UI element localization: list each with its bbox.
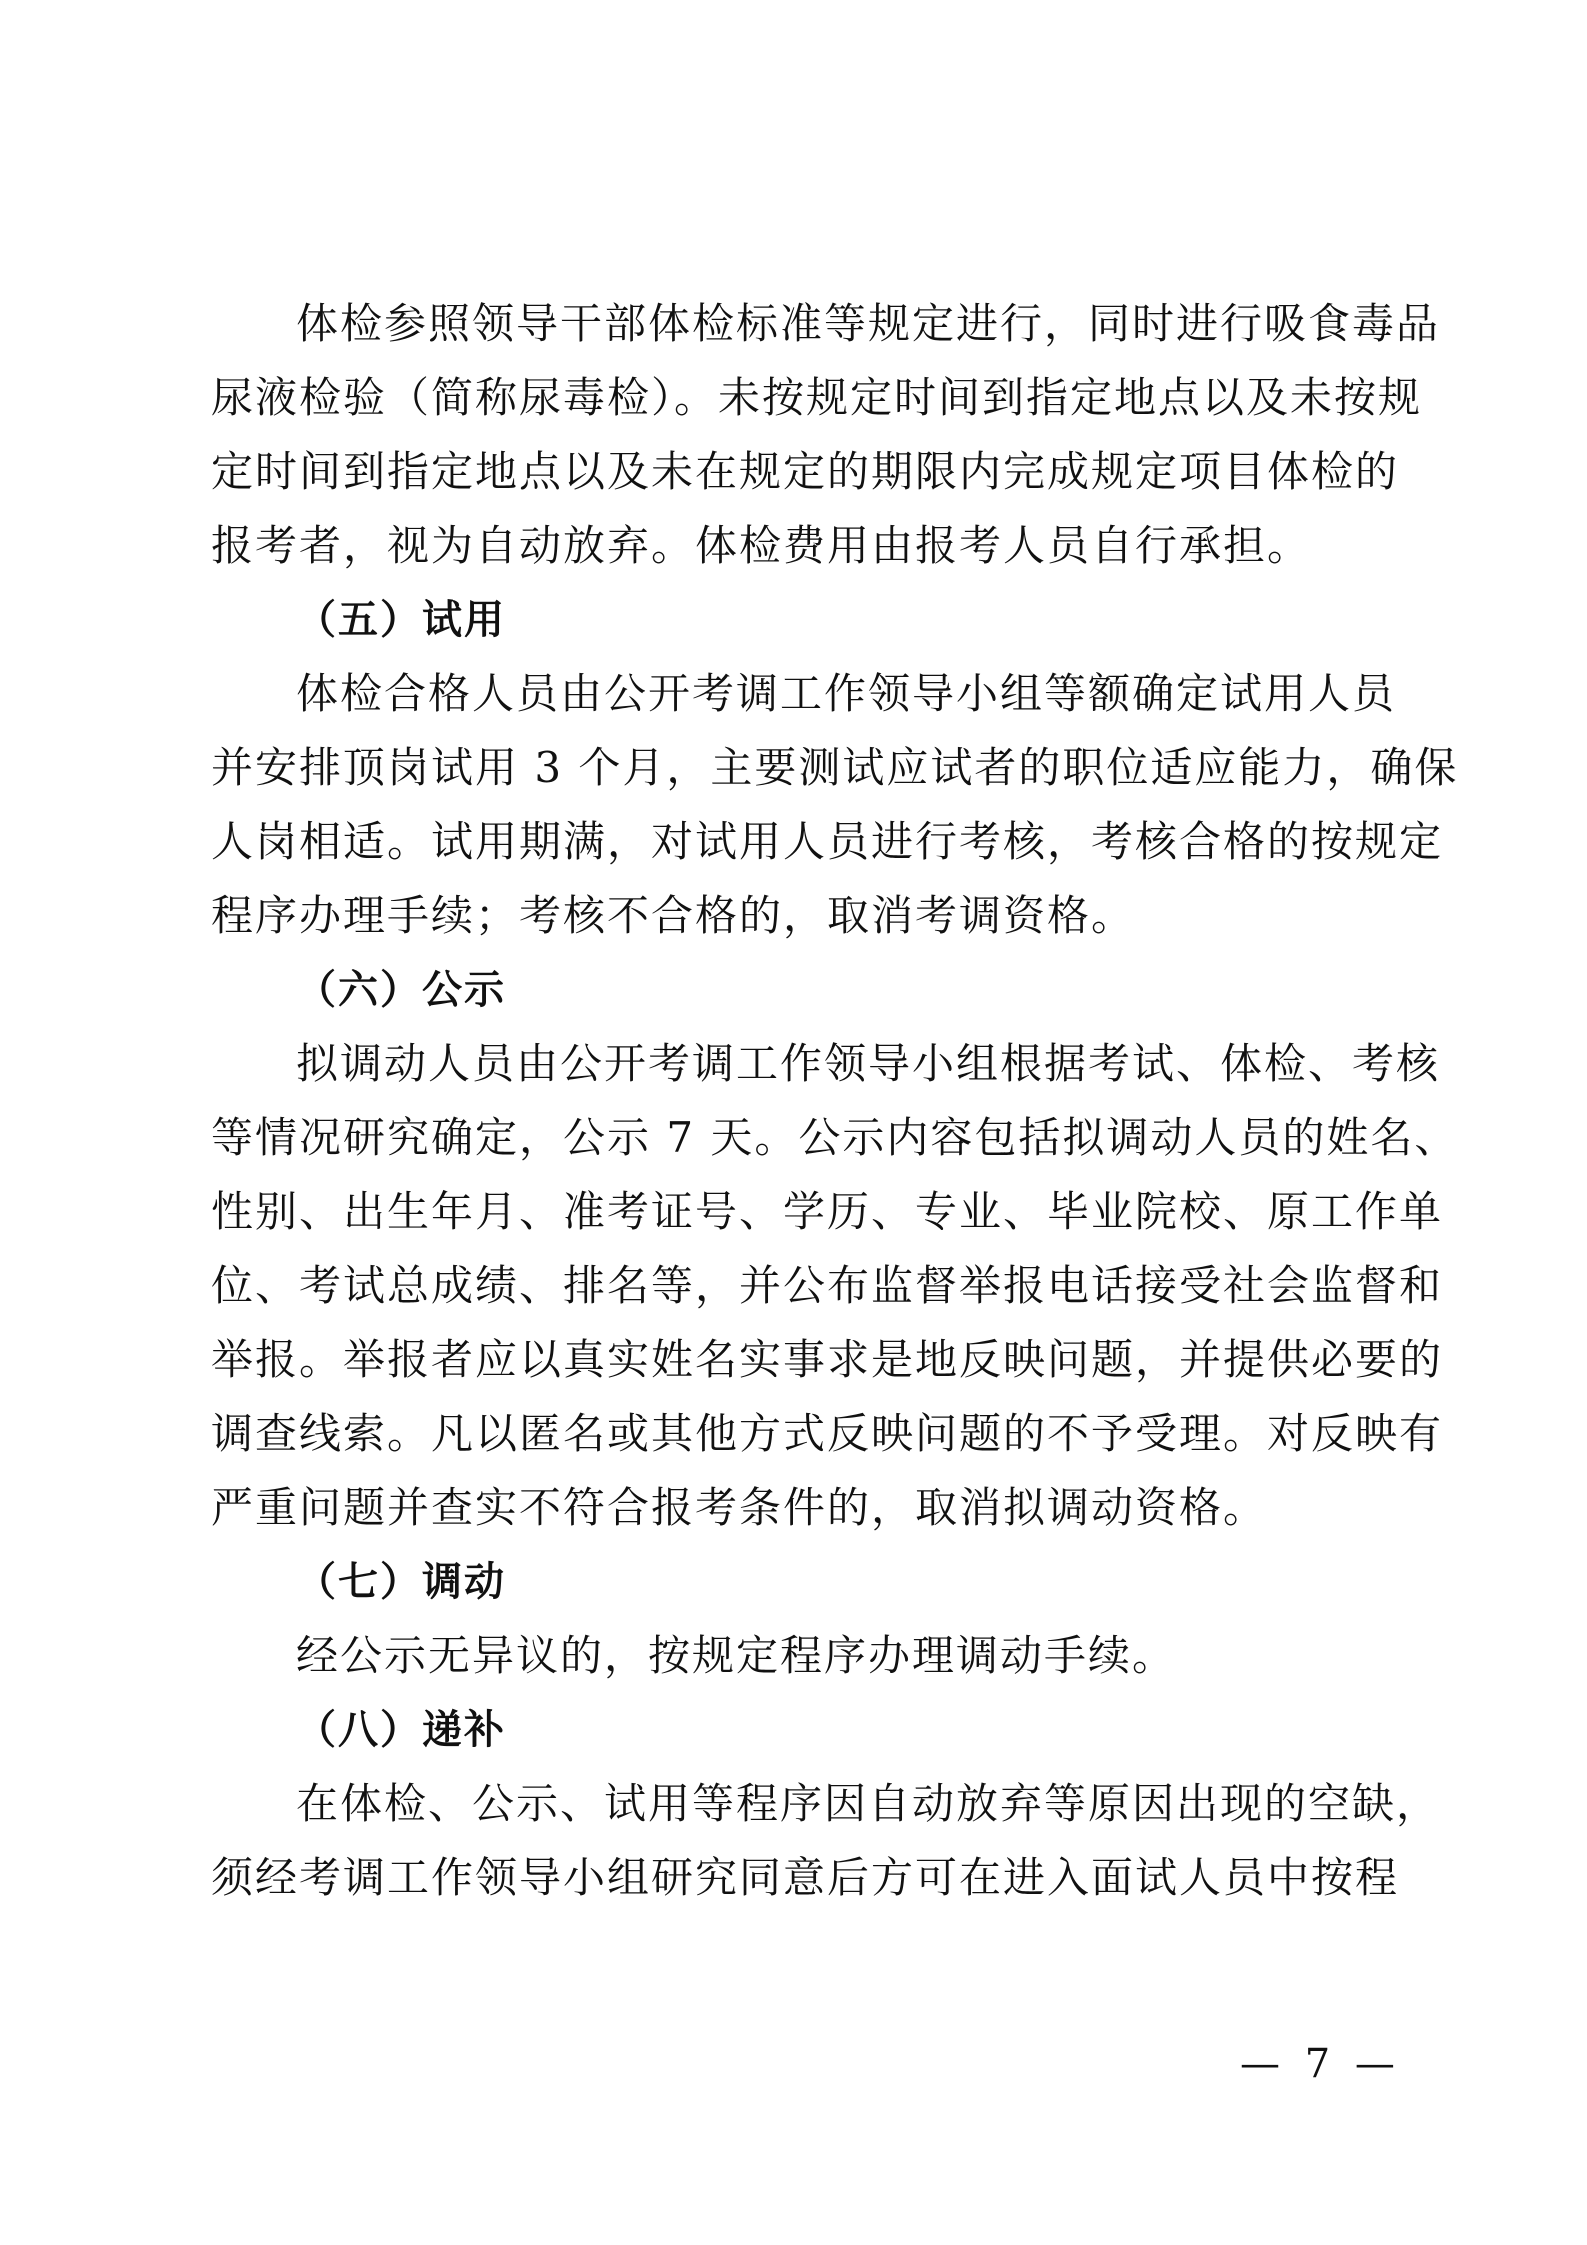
paragraph-line: 体检参照领导干部体检标准等规定进行，同时进行吸食毒品 <box>296 299 1441 348</box>
section-heading: （五）试用 <box>296 597 506 643</box>
paragraph-line: 并安排顶岗试用 3 个月，主要测试应试者的职位适应能力，确保 <box>211 743 1459 792</box>
paragraph-line: 须经考调工作领导小组研究同意后方可在进入面试人员中按程 <box>211 1853 1400 1902</box>
section-heading: （八）递补 <box>296 1707 506 1753</box>
paragraph-line: 调查线索。凡以匿名或其他方式反映问题的不予受理。对反映有 <box>211 1409 1444 1458</box>
section-heading: （六）公示 <box>296 967 506 1013</box>
paragraph-line: 严重问题并查实不符合报考条件的，取消拟调动资格。 <box>211 1483 1268 1532</box>
paragraph-line: 体检合格人员由公开考调工作领导小组等额确定试用人员 <box>296 669 1397 718</box>
paragraph-line: 报考者，视为自动放弃。体检费用由报考人员自行承担。 <box>211 521 1312 570</box>
paragraph-line: 尿液检验（简称尿毒检）。未按规定时间到指定地点以及未按规 <box>211 373 1423 422</box>
paragraph-line: 拟调动人员由公开考调工作领导小组根据考试、体检、考核 <box>296 1039 1441 1088</box>
paragraph-line: 等情况研究确定，公示 7 天。公示内容包括拟调动人员的姓名、 <box>211 1113 1459 1162</box>
section-heading: （七）调动 <box>296 1559 506 1605</box>
paragraph-line: 位、考试总成绩、排名等，并公布监督举报电话接受社会监督和 <box>211 1261 1444 1310</box>
paragraph-line: 举报。举报者应以真实姓名实事求是地反映问题，并提供必要的 <box>211 1335 1444 1384</box>
paragraph-line: 性别、出生年月、准考证号、学历、专业、毕业院校、原工作单 <box>211 1187 1444 1236</box>
paragraph-line: 经公示无异议的，按规定程序办理调动手续。 <box>296 1631 1177 1680</box>
page-number: — 7 — <box>1240 2041 1401 2087</box>
paragraph-line: 人岗相适。试用期满，对试用人员进行考核，考核合格的按规定 <box>211 817 1444 866</box>
paragraph-line: 在体检、公示、试用等程序因自动放弃等原因出现的空缺， <box>296 1779 1441 1828</box>
paragraph-line: 程序办理手续；考核不合格的，取消考调资格。 <box>211 891 1136 940</box>
paragraph-line: 定时间到指定地点以及未在规定的期限内完成规定项目体检的 <box>211 447 1400 496</box>
